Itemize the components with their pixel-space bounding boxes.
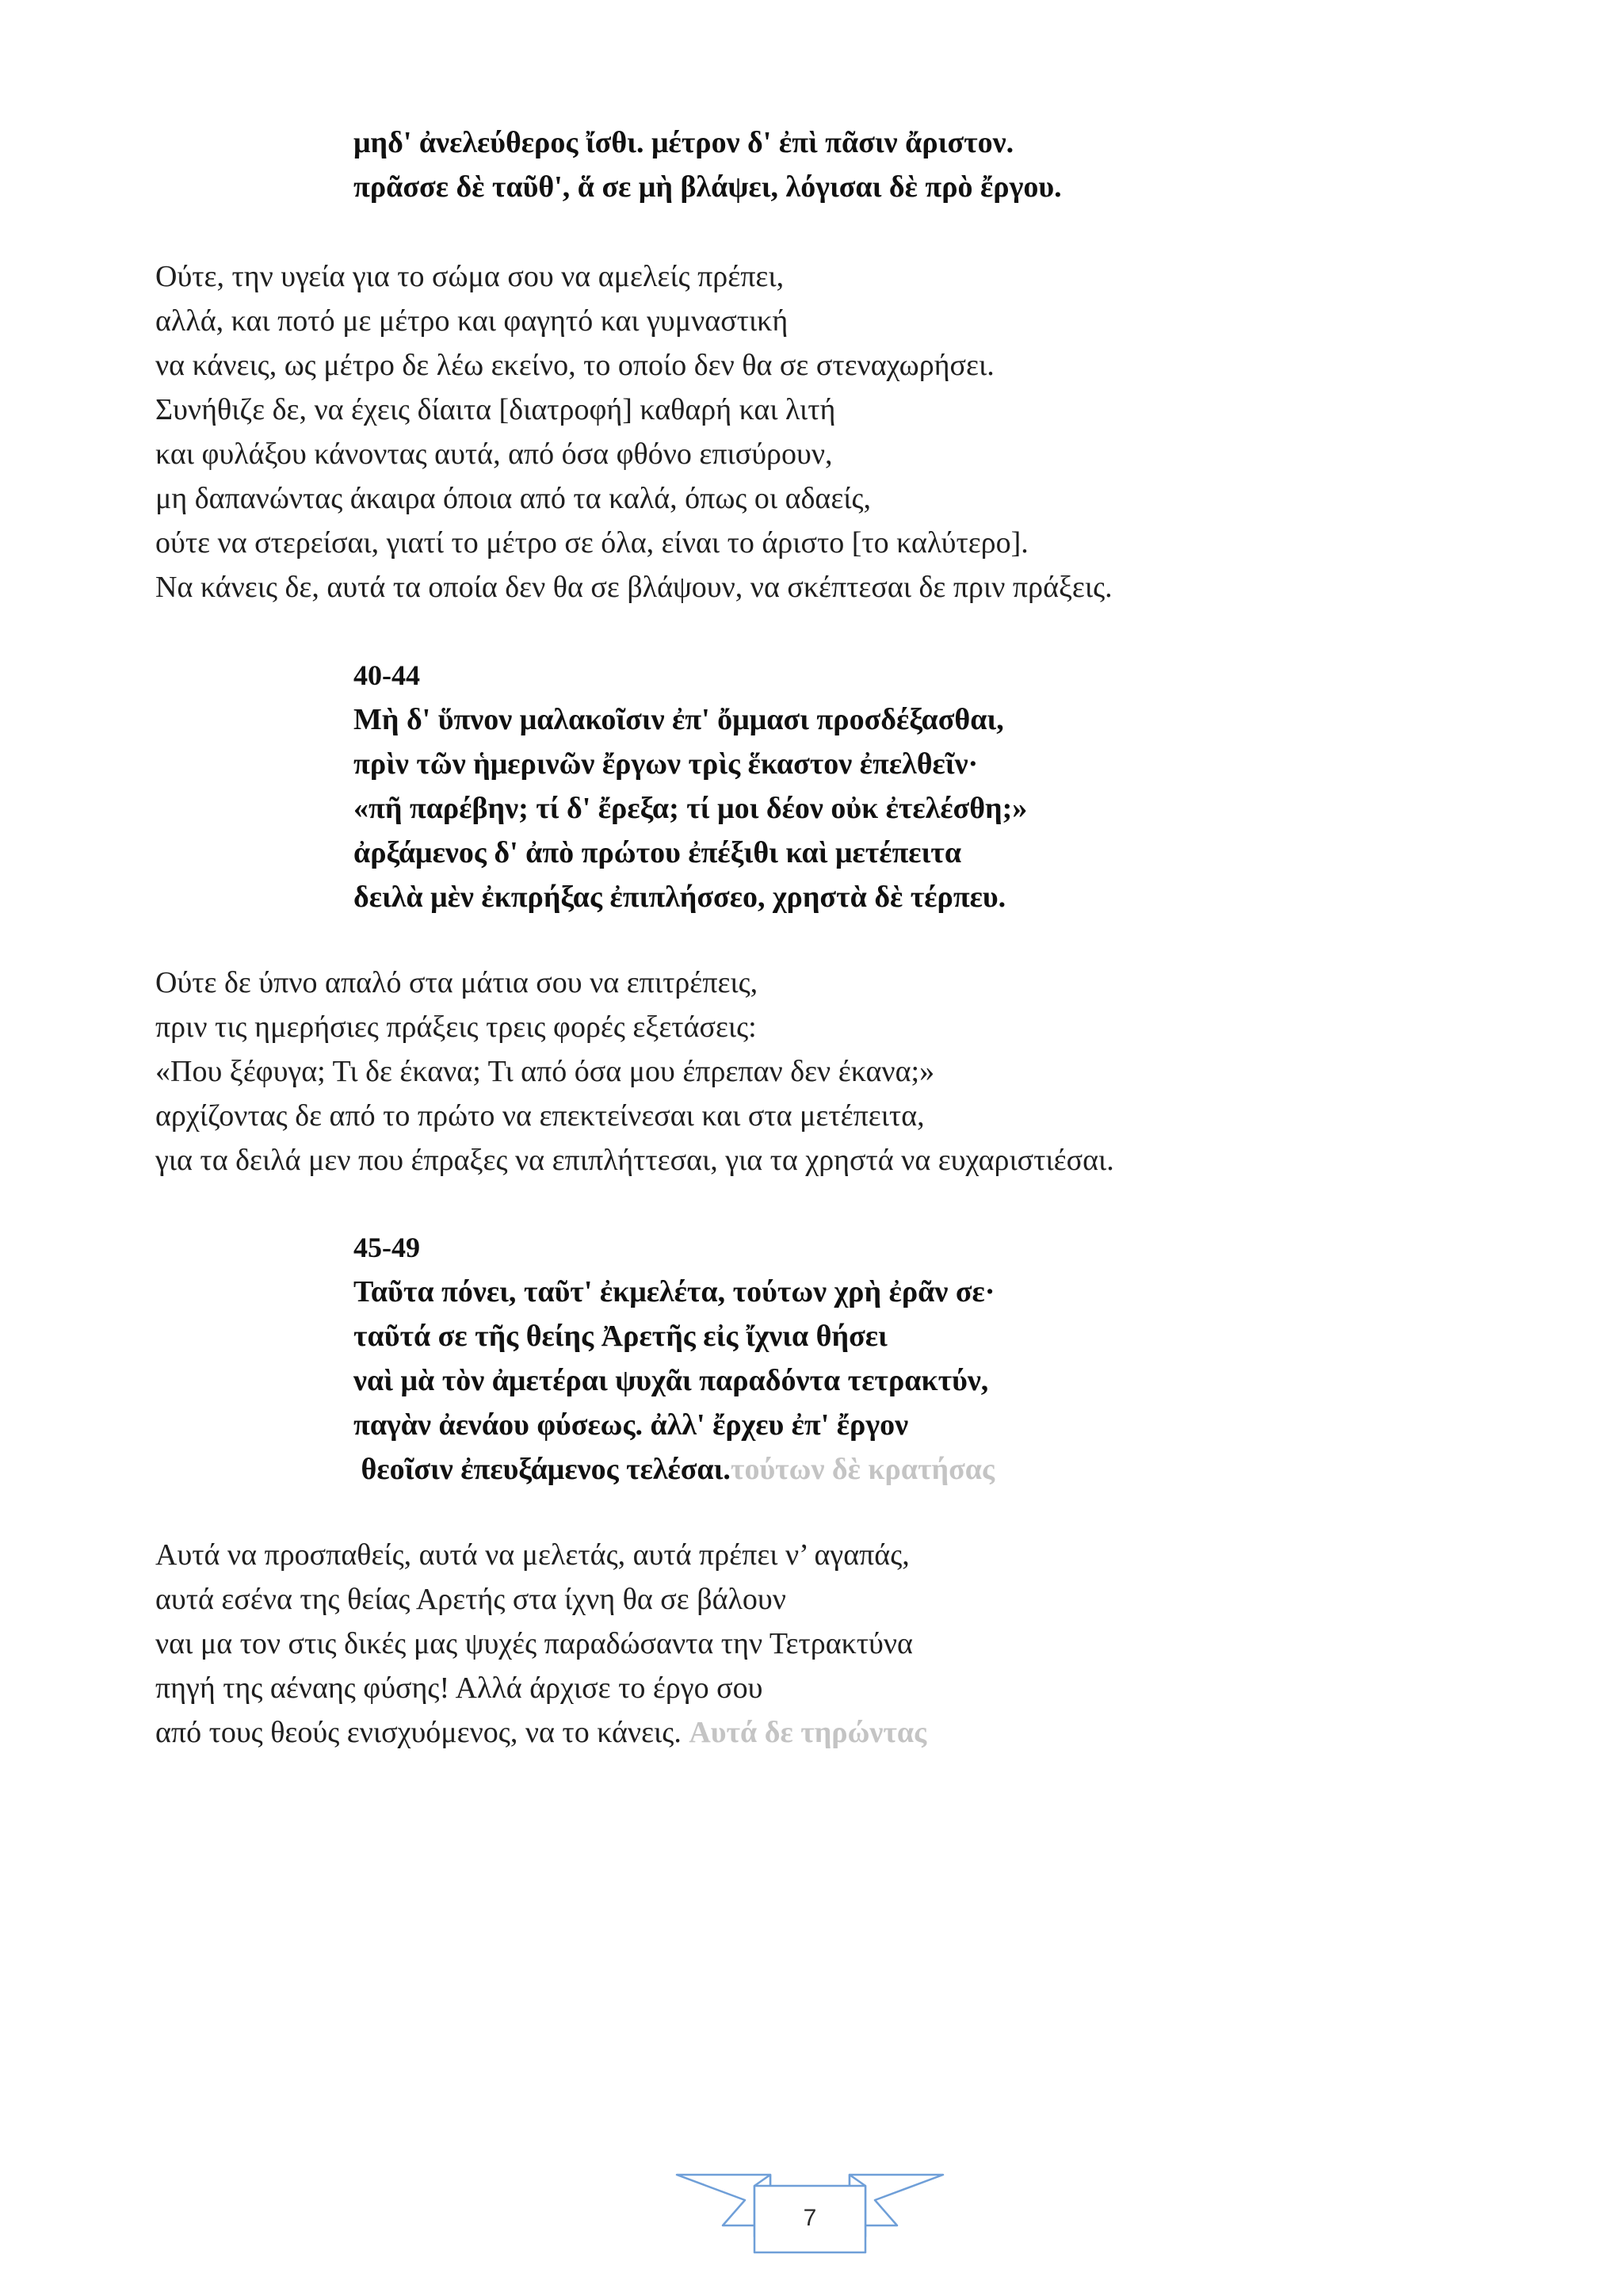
translation-line-text: από τους θεούς ενισχυόμενος, να το κάνεις. <box>155 1716 689 1749</box>
greek-line: Ταῦτα πόνει, ταῦτ' ἐκμελέτα, τούτων χρὴ ἐρᾶν σε· <box>353 1275 995 1308</box>
faded-continuation-text: Αυτά δε τηρώντας <box>689 1716 927 1749</box>
page-number-ribbon <box>675 2172 945 2259</box>
translation-line <box>155 1710 926 1755</box>
translation-line: Αυτά να προσπαθείς, αυτά να μελετάς, αυτά πρέπει ν’ αγαπάς, <box>155 1538 910 1572</box>
greek-line: πρᾶσσε δὲ ταῦθ', ἅ σε μὴ βλάψει, λόγισαι δὲ πρὸ ἔργου. <box>353 170 1062 204</box>
greek-line: ναὶ μὰ τὸν ἀμετέραι ψυχᾶι παραδόντα τετρακτύν, <box>353 1364 989 1397</box>
faded-continuation-text: τούτων δὲ κρατήσας <box>730 1453 995 1486</box>
translation-line: Ούτε δε ύπνο απαλό στα μάτια σου να επιτρέπεις, <box>155 966 758 999</box>
translation-line: αλλά, και ποτό με μέτρο και φαγητό και γυμναστική <box>155 304 789 338</box>
greek-line: μηδ' ἀνελεύθερος ἴσθι. μέτρον δ' ἐπὶ πᾶσιν ἄριστον. <box>353 126 1014 159</box>
greek-line <box>353 1447 995 1492</box>
page-number: 7 <box>803 2205 817 2231</box>
greek-line-text: θεοῖσιν ἐπευξάμενος τελέσαι. <box>353 1453 731 1486</box>
greek-line: ταῦτά σε τῆς θείης Ἀρετῆς εἰς ἴχνια θήσει <box>353 1320 888 1353</box>
translation-line: για τα δειλά μεν που έπραξες να επιπλήττεσαι, για τα χρηστά να ευχαριστιέσαι. <box>155 1144 1114 1177</box>
greek-line: Μὴ δ' ὕπνον μαλακοῖσιν ἐπ' ὄμμασι προσδέξασθαι, <box>353 703 1004 736</box>
verse-number: 40-44 <box>353 659 420 691</box>
ancient-greek-verse-40-44 <box>353 653 1027 919</box>
ancient-greek-verse-top <box>353 120 1062 209</box>
modern-greek-translation-top <box>155 254 1113 609</box>
translation-line: ναι μα τον στις δικές μας ψυχές παραδώσαντα την Τετρακτύνα <box>155 1627 913 1660</box>
translation-line: μη δαπανώντας άκαιρα όποια από τα καλά, όπως οι αδαείς, <box>155 482 872 515</box>
translation-line: Συνήθιζε δε, να έχεις δίαιτα [διατροφή] καθαρή και λιτή <box>155 393 836 426</box>
translation-line: και φυλάξου κάνοντας αυτά, από όσα φθόνο επισύρουν, <box>155 437 833 471</box>
ancient-greek-verse-45-49 <box>353 1225 995 1492</box>
greek-line: πρὶν τῶν ἡμερινῶν ἔργων τρὶς ἕκαστον ἐπελθεῖν· <box>353 747 979 781</box>
translation-line: Ούτε, την υγεία για το σώμα σου να αμελείς πρέπει, <box>155 260 785 293</box>
translation-line: να κάνεις, ως μέτρο δε λέω εκείνο, το οποίο δεν θα σε στεναχωρήσει. <box>155 349 995 382</box>
greek-line: δειλὰ μὲν ἐκπρήξας ἐπιπλήσσεο, χρηστὰ δὲ τέρπευ. <box>353 881 1006 914</box>
translation-line: αυτά εσένα της θείας Αρετής στα ίχνη θα σε βάλουν <box>155 1583 786 1616</box>
greek-line: παγὰν ἀενάου φύσεως. ἀλλ' ἔρχευ ἐπ' ἔργον <box>353 1408 909 1442</box>
greek-line: ἀρξάμενος δ' ἀπὸ πρώτου ἐπέξιθι καὶ μετέπειτα <box>353 836 962 869</box>
translation-line: πριν τις ημερήσιες πράξεις τρεις φορές εξετάσεις: <box>155 1010 757 1044</box>
modern-greek-translation-45-49 <box>155 1533 926 1755</box>
translation-line: ούτε να στερείσαι, γιατί το μέτρο σε όλα, είναι το άριστο [το καλύτερο]. <box>155 526 1029 560</box>
translation-line: Να κάνεις δε, αυτά τα οποία δεν θα σε βλάψουν, να σκέπτεσαι δε πριν πράξεις. <box>155 571 1113 604</box>
translation-line: «Που ξέφυγα; Τι δε έκανα; Τι από όσα μου έπρεπαν δεν έκανα;» <box>155 1055 935 1088</box>
greek-line: «πῆ παρέβην; τί δ' ἔρεξα; τί μοι δέον οὐκ ἐτελέσθη;» <box>353 792 1028 825</box>
translation-line: πηγή της αέναης φύσης! Αλλά άρχισε το έργο σου <box>155 1671 763 1705</box>
verse-number: 45-49 <box>353 1232 420 1263</box>
translation-line: αρχίζοντας δε από το πρώτο να επεκτείνεσαι και στα μετέπειτα, <box>155 1099 925 1133</box>
modern-greek-translation-40-44 <box>155 961 1114 1182</box>
